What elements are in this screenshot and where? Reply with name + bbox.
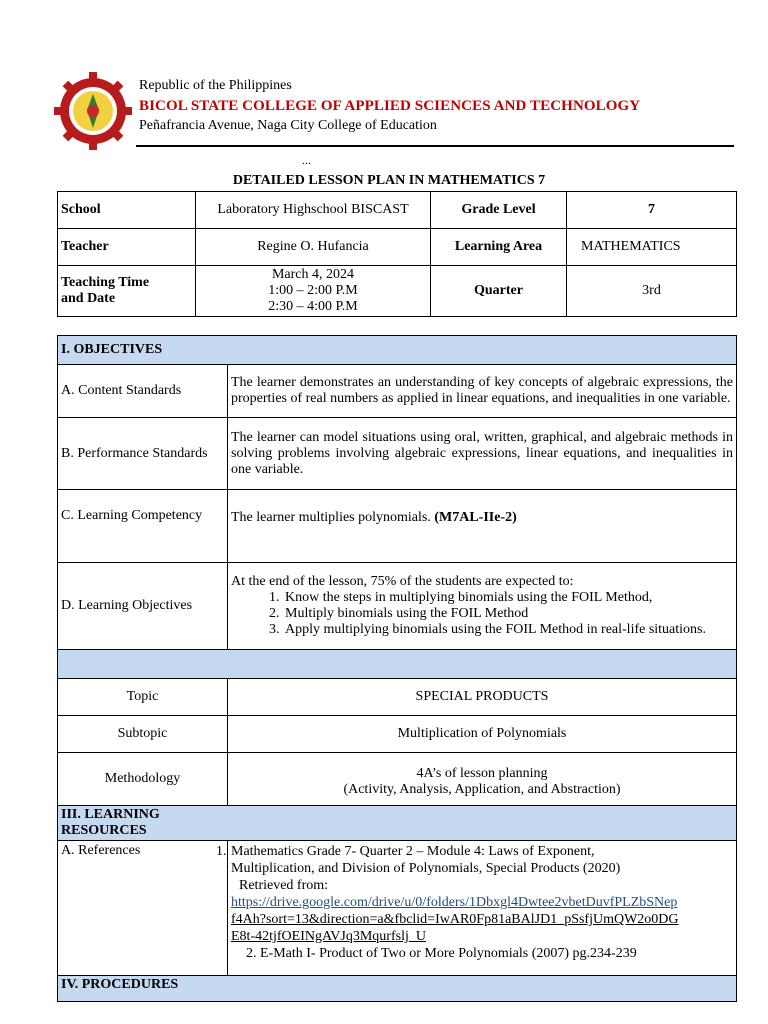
quarter-value: 3rd [567, 266, 737, 317]
table-row [58, 753, 737, 806]
list-item: 2. Multiply binomials using the FOIL Method [283, 606, 733, 622]
competency-code: (M7AL-IIe-2) [434, 510, 517, 525]
table-row [58, 418, 737, 490]
table-row [58, 229, 737, 266]
lesson-time-2: 2:30 – 4:00 P.M [268, 299, 358, 314]
reference-1-line2: Multiplication, and Division of Polynomials, Special Products (2020) [231, 861, 621, 876]
school-label: School [58, 192, 196, 229]
learning-competency-label: C. Learning Competency [58, 490, 228, 563]
table-row [58, 841, 737, 976]
teaching-time-label-line2: and Date [61, 291, 116, 306]
methodology-value [228, 753, 737, 806]
table-row [58, 365, 737, 418]
topic-value: SPECIAL PRODUCTS [228, 679, 737, 716]
teacher-label: Teacher [58, 229, 196, 266]
subtopic-value: Multiplication of Polynomials [228, 716, 737, 753]
subject-matter-header [58, 650, 737, 679]
performance-standards-text: The learner can model situations using oral, written, graphical, and algebraic methods in solving problems involving algebraic expressions, linear equations, and inequalities in one variable. [228, 418, 737, 490]
list-item: 1. Know the steps in multiplying binomials using the FOIL Method, [283, 590, 733, 606]
grade-level-value: 7 [567, 192, 737, 229]
objectives-header-row [58, 336, 737, 365]
methodology-label: Methodology [58, 753, 228, 806]
lesson-info-table [57, 191, 737, 317]
ellipsis-text: ... [302, 153, 311, 167]
subtopic-label: Subtopic [58, 716, 228, 753]
table-row [58, 490, 737, 563]
references-content [216, 841, 737, 976]
content-standards-text: The learner demonstrates an understanding of key concepts of algebraic expressions, the properties of real numbers as applied in linear equations, and inequalities in one variable. [228, 365, 737, 418]
teacher-value: Regine O. Hufancia [196, 229, 431, 266]
learning-objectives-content [228, 563, 737, 650]
table-row [58, 192, 737, 229]
objectives-intro: At the end of the lesson, 75% of the students are expected to: [231, 574, 574, 589]
table-row [58, 266, 737, 317]
quarter-label: Quarter [431, 266, 567, 317]
lesson-plan-table [57, 335, 737, 1002]
subject-matter-header-row [58, 650, 737, 679]
competency-sentence: The learner multiplies polynomials. [231, 510, 435, 525]
learning-competency-text [228, 490, 737, 563]
methodology-line1: 4A’s of lesson planning [416, 766, 548, 781]
teaching-time-label-line1: Teaching Time [61, 275, 150, 290]
resources-header-row [58, 806, 737, 841]
header-divider [136, 145, 734, 147]
procedures-header: IV. PROCEDURES [58, 976, 737, 1002]
teaching-time-label [58, 266, 196, 317]
college-address: Peñafrancia Avenue, Naga City College of Education [139, 118, 437, 133]
performance-standards-label: B. Performance Standards [58, 418, 228, 490]
procedures-header-row [58, 976, 737, 1002]
resources-header-line2: RESOURCES [61, 823, 147, 838]
topic-label: Topic [58, 679, 228, 716]
document-title: DETAILED LESSON PLAN IN MATHEMATICS 7 [232, 173, 546, 188]
college-logo-icon [52, 70, 134, 152]
resources-header-line1: III. LEARNING [61, 807, 160, 822]
reference-1 [216, 843, 733, 945]
table-row [58, 716, 737, 753]
grade-level-label: Grade Level [431, 192, 567, 229]
methodology-line2: (Activity, Analysis, Application, and Abstraction) [343, 782, 621, 797]
reference-1-link-line2[interactable]: f4Ah?sort=13&direction=a&fbclid=IwAR0Fp81aBAlJD1_pSsfjUmQW2o0DG [231, 912, 679, 927]
reference-1-line1: Mathematics Grade 7- Quarter 2 – Module 4: Laws of Exponent, [231, 844, 595, 859]
references-label: A. References [58, 841, 228, 976]
learning-objectives-label: D. Learning Objectives [58, 563, 228, 650]
reference-1-number: 1. [216, 844, 227, 859]
teaching-time-value [196, 266, 431, 317]
list-item: 3. Apply multiplying binomials using the FOIL Method in real-life situations. [283, 622, 733, 638]
learning-area-label: Learning Area [431, 229, 567, 266]
table-row [58, 679, 737, 716]
table-row [58, 563, 737, 650]
republic-text: Republic of the Philippines [139, 78, 292, 93]
school-value: Laboratory Highschool BISCAST [196, 192, 431, 229]
college-name: BICOL STATE COLLEGE OF APPLIED SCIENCES AND TECHNOLOGY [139, 98, 641, 114]
lesson-time-1: 1:00 – 2:00 P.M [268, 283, 358, 298]
objectives-list [231, 590, 733, 638]
content-standards-label: A. Content Standards [58, 365, 228, 418]
reference-1-retrieved: Retrieved from: [239, 878, 329, 893]
reference-2: 2. E-Math I- Product of Two or More Polynomials (2007) pg.234-239 [246, 946, 637, 961]
reference-1-link-line3[interactable]: E8t-42tjfOEINgAVJq3Mqurfslj_U [231, 929, 426, 944]
objectives-header: I. OBJECTIVES [58, 336, 737, 365]
lesson-date: March 4, 2024 [271, 267, 355, 282]
resources-header [58, 806, 737, 841]
school-header [139, 76, 640, 136]
learning-area-value: MATHEMATICS [567, 229, 737, 266]
reference-1-link-line1[interactable]: https://drive.google.com/drive/u/0/folders/1Dbxgl4Dwtee2vbetDuvfPLZbSNep [231, 895, 678, 910]
